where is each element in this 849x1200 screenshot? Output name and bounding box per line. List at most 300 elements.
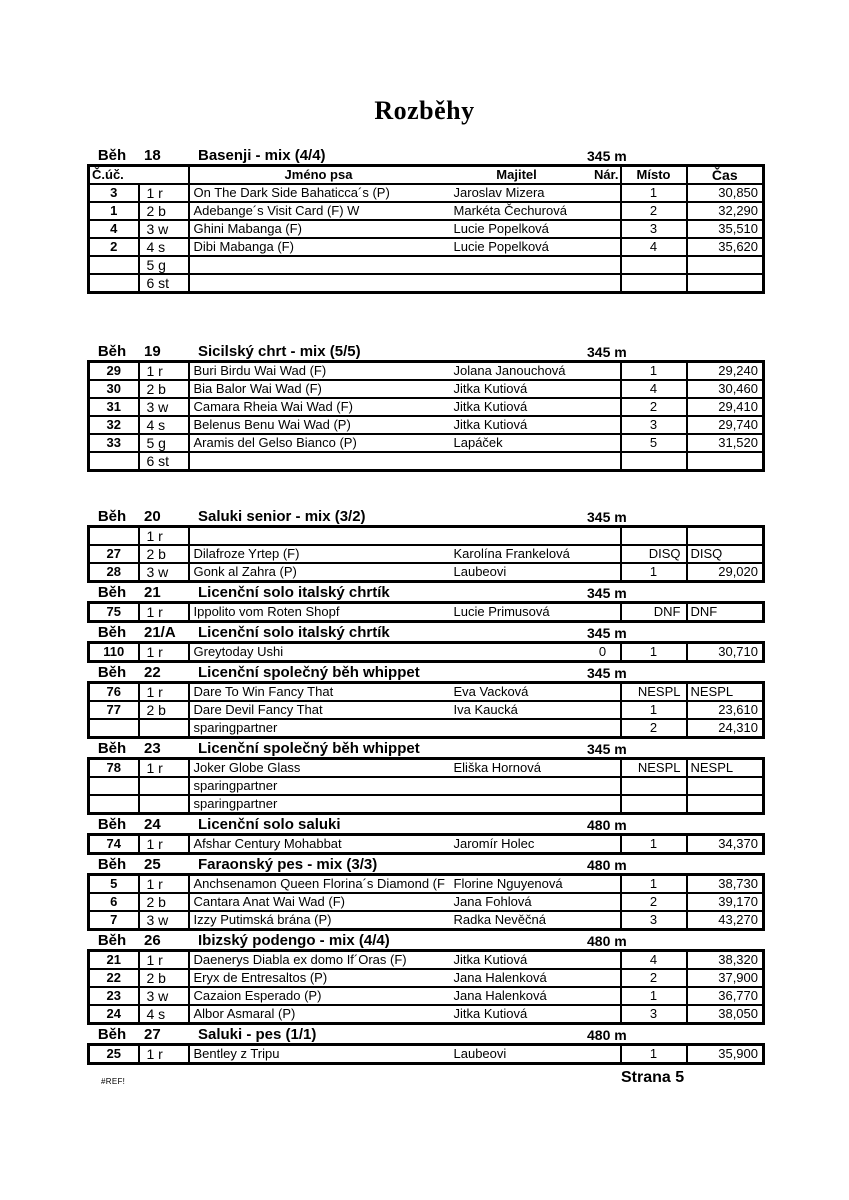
time-cell: 36,770	[687, 987, 764, 1005]
box-draw-cell: 4 s	[139, 238, 189, 256]
run-number: 20	[144, 508, 161, 525]
dog-name: Anchsenamon Queen Florina´s Diamond (F	[193, 876, 445, 891]
results-table	[87, 873, 765, 931]
place-cell: 3	[621, 416, 687, 434]
time-cell: 23,610	[687, 701, 764, 719]
run-label: Běh	[97, 932, 127, 949]
box-draw-cell: 1 r	[139, 951, 189, 970]
race-section-20	[87, 507, 762, 583]
table-row	[89, 380, 764, 398]
section-header	[87, 146, 762, 164]
box-draw-cell: 2 b	[139, 969, 189, 987]
box-draw-cell	[139, 777, 189, 795]
distance-label: 480 m	[587, 817, 627, 833]
box-draw-cell: 6 st	[139, 452, 189, 471]
time-cell: 29,740	[687, 416, 764, 434]
box-draw-cell: 2 b	[139, 701, 189, 719]
place-cell	[621, 256, 687, 274]
time-cell: 31,520	[687, 434, 764, 452]
distance-label: 345 m	[587, 344, 627, 360]
box-draw-cell: 2 b	[139, 380, 189, 398]
name-owner-flex	[190, 363, 620, 379]
owner-name: Lucie Popelková	[453, 239, 549, 254]
name-owner-cell	[189, 951, 621, 970]
box-draw-cell: 1 r	[139, 527, 189, 546]
dog-name: Ippolito vom Roten Shopf	[193, 604, 340, 619]
name-owner-flex	[190, 435, 620, 451]
name-owner-flex	[190, 1046, 620, 1062]
name-owner-flex	[190, 221, 620, 237]
table-row	[89, 893, 764, 911]
box-draw-cell: 3 w	[139, 398, 189, 416]
dog-name: Dibi Mabanga (F)	[193, 239, 294, 254]
run-number: 27	[144, 1026, 161, 1043]
dog-name: sparingpartner	[193, 720, 278, 735]
results-table	[87, 833, 765, 855]
section-header	[87, 583, 762, 601]
page-content	[0, 96, 849, 1091]
name-owner-flex	[190, 1006, 620, 1022]
table-row	[89, 969, 764, 987]
name-owner-flex	[190, 417, 620, 433]
results-table	[87, 164, 765, 294]
box-draw-cell: 1 r	[139, 1045, 189, 1064]
owner-name: Florine Nguyenová	[453, 876, 563, 891]
race-section-27	[87, 1025, 762, 1065]
entry-number-cell	[89, 256, 139, 274]
time-cell	[687, 795, 764, 814]
place-cell: 2	[621, 969, 687, 987]
place-cell	[621, 452, 687, 471]
run-label: Běh	[97, 1026, 127, 1043]
run-number: 22	[144, 664, 161, 681]
entry-number-cell: 77	[89, 701, 139, 719]
section-header	[87, 855, 762, 873]
dog-name: sparingpartner	[193, 778, 278, 793]
results-table	[87, 681, 765, 739]
name-owner-flex	[190, 399, 620, 415]
time-cell	[687, 274, 764, 293]
table-row	[89, 416, 764, 434]
name-owner-cell	[189, 969, 621, 987]
box-draw-cell	[139, 719, 189, 738]
place-cell	[621, 777, 687, 795]
box-draw-cell: 5 g	[139, 434, 189, 452]
table-row	[89, 795, 764, 814]
entry-number-cell	[89, 777, 139, 795]
time-cell: 38,320	[687, 951, 764, 970]
time-cell: 29,410	[687, 398, 764, 416]
time-cell: 38,050	[687, 1005, 764, 1024]
table-row	[89, 398, 764, 416]
entry-number-cell: 110	[89, 643, 139, 662]
section-title: Licenční solo saluki	[198, 816, 341, 833]
name-owner-cell	[189, 238, 621, 256]
time-cell: 29,020	[687, 563, 764, 582]
results-table	[87, 525, 765, 583]
results-table	[87, 641, 765, 663]
entry-number-cell: 24	[89, 1005, 139, 1024]
box-draw-cell: 1 r	[139, 835, 189, 854]
name-owner-cell	[189, 220, 621, 238]
place-cell: NESPL	[621, 759, 687, 778]
section-header	[87, 342, 762, 360]
time-cell: NESPL	[687, 683, 764, 702]
dog-name: Bia Balor Wai Wad (F)	[193, 381, 322, 396]
owner-name: Lucie Popelková	[453, 221, 549, 236]
name-owner-flex	[190, 185, 620, 201]
name-owner-cell	[189, 1045, 621, 1064]
box-draw-cell: 3 w	[139, 220, 189, 238]
name-owner-flex	[190, 239, 620, 255]
table-row	[89, 184, 764, 202]
distance-label: 345 m	[587, 625, 627, 641]
time-cell: 30,850	[687, 184, 764, 202]
name-owner-flex	[190, 702, 620, 718]
box-draw-cell: 1 r	[139, 603, 189, 622]
name-owner-flex	[190, 796, 620, 812]
run-number: 25	[144, 856, 161, 873]
name-owner-flex	[190, 720, 620, 736]
place-cell: DISQ	[621, 545, 687, 563]
place-cell: 1	[621, 184, 687, 202]
entry-number-cell	[89, 274, 139, 293]
race-section-22	[87, 663, 762, 739]
time-cell: 39,170	[687, 893, 764, 911]
time-cell: 24,310	[687, 719, 764, 738]
box-draw-cell: 1 r	[139, 875, 189, 894]
entry-number-cell: 4	[89, 220, 139, 238]
name-owner-flex	[190, 546, 620, 562]
section-header	[87, 663, 762, 681]
run-number: 18	[144, 147, 161, 164]
name-owner-flex	[190, 203, 620, 219]
race-section-25	[87, 855, 762, 931]
name-owner-flex	[190, 952, 620, 968]
place-cell: 4	[621, 238, 687, 256]
time-cell: 37,900	[687, 969, 764, 987]
entry-number-cell	[89, 719, 139, 738]
name-owner-cell	[189, 202, 621, 220]
place-cell: 1	[621, 563, 687, 582]
table-row	[89, 434, 764, 452]
dog-name: Belenus Benu Wai Wad (P)	[193, 417, 351, 432]
time-cell: 43,270	[687, 911, 764, 930]
race-section-23	[87, 739, 762, 815]
section-title: Licenční solo italský chrtík	[198, 584, 390, 601]
entry-number-cell: 76	[89, 683, 139, 702]
run-label: Běh	[97, 508, 127, 525]
results-table	[87, 1043, 765, 1065]
entry-number-cell: 21	[89, 951, 139, 970]
time-cell: 30,460	[687, 380, 764, 398]
table-row	[89, 527, 764, 546]
time-cell: 32,290	[687, 202, 764, 220]
entry-number-cell: 27	[89, 545, 139, 563]
box-draw-cell: 1 r	[139, 759, 189, 778]
results-table	[87, 949, 765, 1025]
table-row	[89, 683, 764, 702]
time-cell: NESPL	[687, 759, 764, 778]
place-cell: 1	[621, 1045, 687, 1064]
name-owner-cell	[189, 835, 621, 854]
owner-name: Laubeovi	[453, 1046, 507, 1061]
box-draw-cell: 6 st	[139, 274, 189, 293]
dog-name: Dilafroze Yrtep (F)	[193, 546, 300, 561]
name-owner-cell	[189, 701, 621, 719]
owner-name: Jitka Kutiová	[453, 1006, 528, 1021]
name-owner-flex	[190, 760, 620, 776]
place-cell: 1	[621, 643, 687, 662]
owner-name: Lucie Primusová	[453, 604, 550, 619]
box-draw-cell: 2 b	[139, 545, 189, 563]
name-owner-cell	[189, 452, 621, 471]
name-owner-cell	[189, 380, 621, 398]
place-cell	[621, 527, 687, 546]
owner-name: Lapáček	[453, 435, 503, 450]
distance-label: 345 m	[587, 665, 627, 681]
name-owner-cell	[189, 527, 621, 546]
entry-number-cell: 31	[89, 398, 139, 416]
run-label: Běh	[97, 584, 127, 601]
section-title: Saluki - pes (1/1)	[198, 1026, 317, 1043]
name-owner-flex	[190, 894, 620, 910]
owner-name: Jitka Kutiová	[453, 381, 528, 396]
name-owner-cell	[189, 256, 621, 274]
dog-name: Dare To Win Fancy That	[193, 684, 334, 699]
owner-name: Eliška Hornová	[453, 760, 541, 775]
name-owner-cell	[189, 545, 621, 563]
column-header-nationality: Nár.	[593, 167, 619, 182]
run-label: Běh	[97, 624, 127, 641]
section-title: Faraonský pes - mix (3/3)	[198, 856, 378, 873]
time-cell: 35,620	[687, 238, 764, 256]
section-title: Basenji - mix (4/4)	[198, 147, 326, 164]
dog-name: Ghini Mabanga (F)	[193, 221, 302, 236]
run-label: Běh	[97, 664, 127, 681]
name-owner-cell	[189, 603, 621, 622]
owner-name: Radka Nevěčná	[453, 912, 546, 927]
section-header	[87, 623, 762, 641]
box-draw-cell: 4 s	[139, 416, 189, 434]
place-cell: 4	[621, 951, 687, 970]
table-row	[89, 875, 764, 894]
box-draw-cell: 1 r	[139, 362, 189, 381]
dog-name: Greytoday Ushi	[193, 644, 284, 659]
name-owner-cell	[189, 563, 621, 582]
name-owner-cell	[189, 683, 621, 702]
table-row	[89, 452, 764, 471]
page-number: Strana 5	[621, 1069, 685, 1086]
entry-number-cell: 23	[89, 987, 139, 1005]
time-cell: 29,240	[687, 362, 764, 381]
column-header-dog-name: Jméno psa	[284, 167, 353, 182]
entry-number-cell: 25	[89, 1045, 139, 1064]
dog-name: Buri Birdu Wai Wad (F)	[193, 363, 327, 378]
distance-label: 345 m	[587, 509, 627, 525]
entry-number-cell	[89, 795, 139, 814]
entry-number-cell	[89, 452, 139, 471]
name-owner-flex	[190, 836, 620, 852]
table-row	[89, 643, 764, 662]
entry-number-cell: 33	[89, 434, 139, 452]
section-header	[87, 1025, 762, 1043]
owner-name: Karolína Frankelová	[453, 546, 570, 561]
table-row	[89, 603, 764, 622]
place-cell: NESPL	[621, 683, 687, 702]
box-draw-cell: 3 w	[139, 911, 189, 930]
dog-name: Dare Devil Fancy That	[193, 702, 323, 717]
distance-label: 480 m	[587, 857, 627, 873]
table-row	[89, 256, 764, 274]
name-owner-cell	[189, 777, 621, 795]
column-header-entry: Č.úč.	[89, 166, 189, 185]
place-cell	[621, 795, 687, 814]
distance-label: 345 m	[587, 148, 627, 164]
time-cell: 35,900	[687, 1045, 764, 1064]
table-row	[89, 545, 764, 563]
dog-name: Daenerys Diabla ex domo If´Oras (F)	[193, 952, 407, 967]
race-section-24	[87, 815, 762, 855]
name-owner-flex	[190, 778, 620, 794]
section-header	[87, 931, 762, 949]
box-draw-cell: 2 b	[139, 893, 189, 911]
name-owner-cell	[189, 643, 621, 662]
run-number: 21	[144, 584, 161, 601]
results-table	[87, 601, 765, 623]
distance-label: 345 m	[587, 741, 627, 757]
box-draw-cell	[139, 795, 189, 814]
dog-name: Izzy Putimská brána (P)	[193, 912, 332, 927]
table-row	[89, 1045, 764, 1064]
entry-number-cell: 22	[89, 969, 139, 987]
distance-label: 480 m	[587, 933, 627, 949]
time-cell: 34,370	[687, 835, 764, 854]
table-row	[89, 563, 764, 582]
time-cell: DISQ	[687, 545, 764, 563]
name-owner-cell	[189, 274, 621, 293]
place-cell	[621, 274, 687, 293]
table-row	[89, 1005, 764, 1024]
run-number: 24	[144, 816, 161, 833]
column-header-time: Čas	[687, 166, 764, 185]
nationality-value: 0	[598, 644, 607, 659]
table-row	[89, 911, 764, 930]
race-section-21	[87, 583, 762, 623]
place-cell: 1	[621, 875, 687, 894]
table-row	[89, 202, 764, 220]
dog-name: Adebange´s Visit Card (F) W	[193, 203, 360, 218]
run-number: 21/A	[144, 624, 176, 641]
entry-number-cell: 75	[89, 603, 139, 622]
entry-number-cell: 6	[89, 893, 139, 911]
run-number: 19	[144, 343, 161, 360]
box-draw-cell: 4 s	[139, 1005, 189, 1024]
race-section-21-A	[87, 623, 762, 663]
dog-name: On The Dark Side Bahaticca´s (P)	[193, 185, 390, 200]
section-header	[87, 815, 762, 833]
time-cell: 30,710	[687, 643, 764, 662]
owner-name: Jaromír Holec	[453, 836, 535, 851]
section-title: Licenční společný běh whippet	[198, 740, 420, 757]
place-cell: 2	[621, 719, 687, 738]
entry-number-cell: 7	[89, 911, 139, 930]
results-table	[87, 360, 765, 472]
column-header-place: Místo	[621, 166, 687, 185]
section-title: Licenční solo italský chrtík	[198, 624, 390, 641]
name-owner-flex	[190, 604, 620, 620]
owner-name: Laubeovi	[453, 564, 507, 579]
name-owner-cell	[189, 434, 621, 452]
dog-name: Afshar Century Mohabbat	[193, 836, 342, 851]
dog-name: Bentley z Tripu	[193, 1046, 280, 1061]
entry-number-cell	[89, 527, 139, 546]
name-owner-cell	[189, 911, 621, 930]
entry-number-cell: 1	[89, 202, 139, 220]
name-owner-flex	[190, 564, 620, 580]
owner-name: Jaroslav Mizera	[453, 185, 545, 200]
place-cell: 2	[621, 398, 687, 416]
section-header	[87, 739, 762, 757]
name-owner-cell	[189, 875, 621, 894]
table-row	[89, 238, 764, 256]
owner-name: Jolana Janouchová	[453, 363, 566, 378]
run-number: 26	[144, 932, 161, 949]
column-header-main-flex	[190, 167, 620, 183]
name-owner-cell	[189, 184, 621, 202]
section-title: Licenční společný běh whippet	[198, 664, 420, 681]
name-owner-cell	[189, 1005, 621, 1024]
name-owner-cell	[189, 795, 621, 814]
dog-name: Cazaion Esperado (P)	[193, 988, 322, 1003]
box-draw-cell: 2 b	[139, 202, 189, 220]
time-cell: DNF	[687, 603, 764, 622]
dog-name: Eryx de Entresaltos (P)	[193, 970, 328, 985]
ref-error-note: #REF!	[101, 1077, 126, 1086]
run-label: Běh	[97, 740, 127, 757]
owner-name: Jitka Kutiová	[453, 952, 528, 967]
place-cell: DNF	[621, 603, 687, 622]
race-section-26	[87, 931, 762, 1025]
box-draw-cell: 3 w	[139, 987, 189, 1005]
column-header-main	[189, 166, 621, 185]
run-label: Běh	[97, 816, 127, 833]
name-owner-flex	[190, 970, 620, 986]
place-cell: 4	[621, 380, 687, 398]
column-header-row	[89, 166, 764, 185]
name-owner-flex	[190, 381, 620, 397]
owner-name: Jana Fohlová	[453, 894, 532, 909]
table-row	[89, 951, 764, 970]
box-draw-cell: 1 r	[139, 683, 189, 702]
table-row	[89, 759, 764, 778]
owner-name: Jana Halenková	[453, 970, 547, 985]
run-label: Běh	[97, 343, 127, 360]
time-cell	[687, 527, 764, 546]
entry-number-cell: 3	[89, 184, 139, 202]
time-cell: 35,510	[687, 220, 764, 238]
owner-name: Jitka Kutiová	[453, 399, 528, 414]
place-cell: 3	[621, 220, 687, 238]
owner-name: Jana Halenková	[453, 988, 547, 1003]
section-header	[87, 507, 762, 525]
place-cell: 1	[621, 987, 687, 1005]
dog-name: Albor Asmaral (P)	[193, 1006, 296, 1021]
name-owner-cell	[189, 893, 621, 911]
table-row	[89, 362, 764, 381]
name-owner-cell	[189, 362, 621, 381]
run-label: Běh	[97, 856, 127, 873]
